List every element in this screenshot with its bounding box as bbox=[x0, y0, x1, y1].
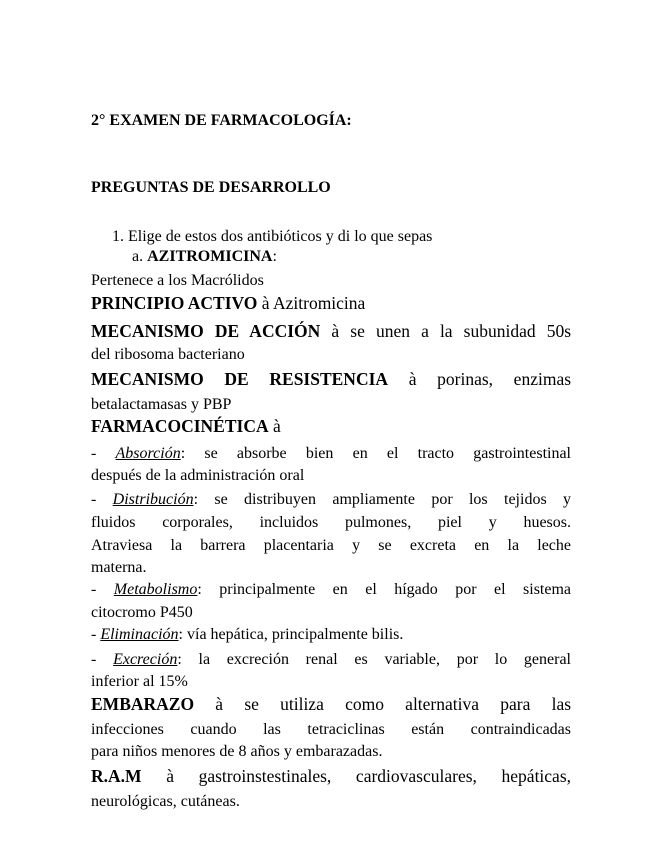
pregnancy-line-1: EMBARAZO à se utiliza como alternativa para las bbox=[91, 694, 572, 714]
absorption-line-2: después de la administración oral bbox=[91, 467, 305, 484]
distribution-line-2: fluidos corporales, incluidos pulmones, piel y huesos. bbox=[91, 514, 571, 531]
distribution-line-4: materna. bbox=[91, 559, 147, 576]
arrow-glyph-4: à bbox=[272, 416, 281, 436]
arrow-glyph-2: à bbox=[331, 321, 340, 341]
question-1: 1. Elige de estos dos antibióticos y di lo que sepas bbox=[112, 228, 433, 245]
arrow-glyph-1: à bbox=[261, 293, 270, 313]
exam-title: 2° EXAMEN DE FARMACOLOGÍA: bbox=[91, 112, 352, 129]
adverse-reactions-line-2: neurológicas, cutáneas. bbox=[91, 793, 240, 810]
arrow-glyph-3: à bbox=[408, 369, 417, 389]
excretion-line-1: - Excreción: la excreción renal es variable, por lo general bbox=[91, 651, 571, 668]
sub-item-a: a. AZITROMICINA: bbox=[132, 248, 277, 265]
metabolism-line-1: - Metabolismo: principalmente en el hígado por el sistema bbox=[91, 581, 572, 598]
resistance-line-1: MECANISMO DE RESISTENCIA à porinas, enzimas bbox=[91, 369, 572, 389]
resistance-line-2: betalactamasas y PBP bbox=[91, 396, 232, 413]
mechanism-line-2: del ribosoma bacteriano bbox=[91, 346, 245, 363]
section-heading: PREGUNTAS DE DESARROLLO bbox=[91, 179, 331, 196]
distribution-line-1: - Distribución: se distribuyen ampliamente por los tejidos y bbox=[91, 491, 572, 508]
adverse-reactions-line-1: R.A.M à gastroinstestinales, cardiovasculares, hepáticas, bbox=[91, 766, 572, 786]
absorption-line-1: - Absorción: se absorbe bien en el tracto gastrointestinal bbox=[91, 445, 572, 462]
pregnancy-line-3: para niños menores de 8 años y embarazadas. bbox=[91, 743, 383, 760]
arrow-glyph-6: à bbox=[166, 766, 174, 786]
metabolism-line-2: citocromo P450 bbox=[91, 604, 193, 621]
mechanism-line-1: MECANISMO DE ACCIÓN à se unen a la subunidad 50s bbox=[91, 321, 572, 341]
drug-class: Pertenece a los Macrólidos bbox=[91, 272, 264, 289]
pregnancy-line-2: infecciones cuando las tetraciclinas están contraindicadas bbox=[91, 721, 571, 738]
active-principle: PRINCIPIO ACTIVO à Azitromicina bbox=[91, 293, 366, 313]
distribution-line-3: Atraviesa la barrera placentaria y se excreta en la leche bbox=[91, 537, 571, 554]
excretion-line-2: inferior al 15% bbox=[91, 673, 188, 690]
elimination-line: - Eliminación: vía hepática, principalmente bilis. bbox=[91, 626, 404, 643]
arrow-glyph-5: à bbox=[215, 694, 224, 714]
pharmacokinetics-heading: FARMACOCINÉTICA à bbox=[91, 416, 281, 436]
